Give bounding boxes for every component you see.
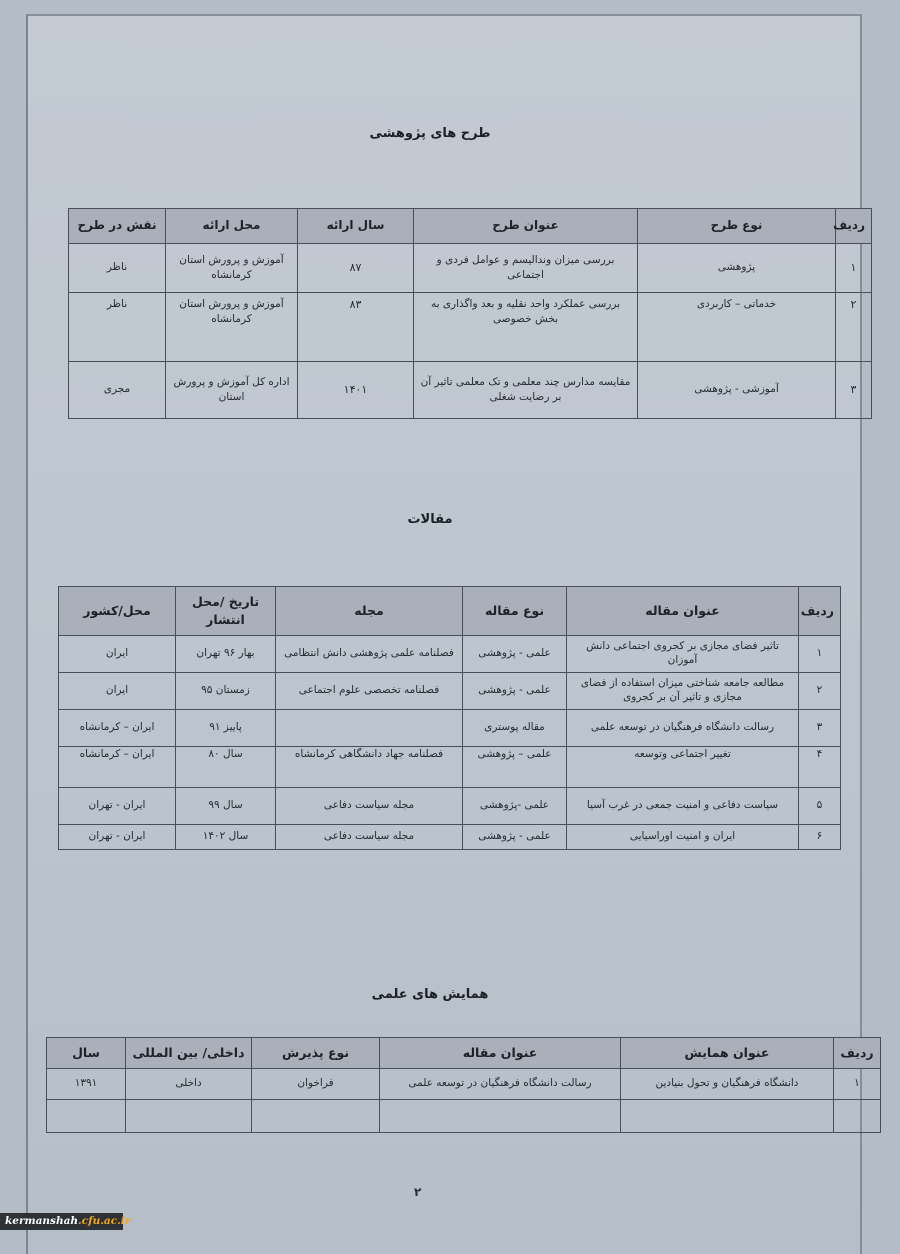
cell-article-type: علمی - پژوهشی [463, 636, 567, 673]
cell-journal: فصلنامه جهاد دانشگاهی کرمانشاه [276, 747, 463, 788]
cell-row-number: ۲ [836, 293, 872, 362]
conferences-title: همایش های علمی [371, 987, 489, 1002]
site-watermark [0, 1213, 131, 1230]
articles-title: مقالات [407, 512, 453, 527]
cell-publish-date: سال ۱۴۰۲ [176, 825, 276, 850]
cell-year: ۸۳ [298, 293, 414, 362]
page-number: ۲ [414, 1185, 422, 1199]
cell-project-type: پژوهشی [638, 244, 836, 293]
header-article-title: عنوان مقاله [380, 1038, 621, 1069]
cell-journal [276, 710, 463, 747]
research-projects-table [68, 208, 872, 419]
table-row [69, 293, 872, 362]
cell-country: ایران – کرمانشاه [59, 710, 176, 747]
cell-article-type: علمی - پژوهشی [463, 825, 567, 850]
watermark-domain-suffix: .cfu.ac.ir [78, 1215, 131, 1227]
cell-empty [834, 1100, 881, 1133]
table-header-row [69, 209, 872, 244]
table-row [59, 747, 841, 788]
table-row [59, 825, 841, 850]
header-row-number: ردیف [799, 587, 841, 636]
cell-row-number: ۱ [799, 636, 841, 673]
header-role: نقش در طرح [69, 209, 166, 244]
header-project-title: عنوان طرح [414, 209, 638, 244]
cell-article-type: علمی - پژوهشی [463, 673, 567, 710]
table-row [59, 788, 841, 825]
cell-country: ایران - تهران [59, 788, 176, 825]
table-row [59, 636, 841, 673]
table-row [59, 673, 841, 710]
cell-publish-date: پاییز ۹۱ [176, 710, 276, 747]
cell-row-number: ۳ [799, 710, 841, 747]
cell-publish-date: بهار ۹۶ تهران [176, 636, 276, 673]
table-header-row [59, 587, 841, 636]
cell-publish-date: سال ۹۹ [176, 788, 276, 825]
research-projects-title: طرح های پژوهشی [369, 126, 491, 141]
cell-country: ایران [59, 636, 176, 673]
cell-empty [126, 1100, 252, 1133]
header-acceptance-type: نوع پذیرش [252, 1038, 380, 1069]
cell-row-number: ۳ [836, 362, 872, 419]
cell-journal: مجله سیاست دفاعی [276, 788, 463, 825]
table-row-empty [47, 1100, 881, 1133]
cell-article-title: مطالعه جامعه شناختی میزان استفاده از فضای مجازی و تاثیر آن بر کجروی [567, 673, 799, 710]
cell-row-number: ۴ [799, 747, 841, 788]
cell-country: ایران – کرمانشاه [59, 747, 176, 788]
cell-acceptance-type: فراخوان [252, 1069, 380, 1100]
cell-place: آموزش و پرورش استان کرمانشاه [166, 244, 298, 293]
cell-conference-title: دانشگاه فرهنگیان و تحول بنیادین [621, 1069, 834, 1100]
cell-country: ایران - تهران [59, 825, 176, 850]
cell-article-title: تغییر اجتماعی وتوسعه [567, 747, 799, 788]
cell-publish-date: سال ۸۰ [176, 747, 276, 788]
header-row-number: ردیف [836, 209, 872, 244]
cell-article-title: ایران و امنیت اوراسیایی [567, 825, 799, 850]
table-row [59, 710, 841, 747]
table-header-row [47, 1038, 881, 1069]
cell-year: ۱۴۰۱ [298, 362, 414, 419]
cell-row-number: ۶ [799, 825, 841, 850]
header-year: سال ارائه [298, 209, 414, 244]
cell-article-title: رسالت دانشگاه فرهنگیان در توسعه علمی [380, 1069, 621, 1100]
cell-project-title: مقایسه مدارس چند معلمی و تک معلمی تاثیر آن بر رضایت شغلی [414, 362, 638, 419]
cell-empty [380, 1100, 621, 1133]
cell-empty [252, 1100, 380, 1133]
cell-project-type: آموزشی - پژوهشی [638, 362, 836, 419]
watermark-domain-prefix: kermanshah [5, 1215, 79, 1227]
articles-table [58, 586, 841, 850]
table-row [69, 244, 872, 293]
cell-country: ایران [59, 673, 176, 710]
conferences-table [46, 1037, 881, 1133]
header-country: محل/کشور [59, 587, 176, 636]
cell-journal: مجله سیاست دفاعی [276, 825, 463, 850]
cell-role: مجری [69, 362, 166, 419]
header-conference-title: عنوان همایش [621, 1038, 834, 1069]
cell-role: ناظر [69, 293, 166, 362]
cell-publish-date: زمستان ۹۵ [176, 673, 276, 710]
header-article-title: عنوان مقاله [567, 587, 799, 636]
cell-project-type: خدماتی – کاربردی [638, 293, 836, 362]
cell-empty [621, 1100, 834, 1133]
cell-row-number: ۲ [799, 673, 841, 710]
cell-year: ۸۷ [298, 244, 414, 293]
cell-place: اداره کل آموزش و پرورش استان [166, 362, 298, 419]
header-row-number: ردیف [834, 1038, 881, 1069]
cell-journal: فصلنامه علمی پژوهشی دانش انتظامی [276, 636, 463, 673]
cell-article-title: سیاست دفاعی و امنیت جمعی در غرب آسیا [567, 788, 799, 825]
header-year: سال [47, 1038, 126, 1069]
header-publish-date: تاریخ /محل انتشار [176, 587, 276, 636]
header-article-type: نوع مقاله [463, 587, 567, 636]
cell-row-number: ۱ [834, 1069, 881, 1100]
cell-empty [47, 1100, 126, 1133]
cell-project-title: بررسی میزان وندالیسم و عوامل فردی و اجتماعی [414, 244, 638, 293]
cell-journal: فصلنامه تخصصی علوم اجتماعی [276, 673, 463, 710]
header-journal: مجله [276, 587, 463, 636]
cell-article-type: مقاله پوستری [463, 710, 567, 747]
cell-project-title: بررسی عملکرد واحد نقلیه و بعد واگذاری به بخش خصوصی [414, 293, 638, 362]
cell-row-number: ۱ [836, 244, 872, 293]
table-row [69, 362, 872, 419]
cell-scope: داخلی [126, 1069, 252, 1100]
header-scope: داخلی/ بین المللی [126, 1038, 252, 1069]
cell-row-number: ۵ [799, 788, 841, 825]
cell-year: ۱۳۹۱ [47, 1069, 126, 1100]
header-place: محل ارائه [166, 209, 298, 244]
cell-article-type: علمی – پژوهشی [463, 747, 567, 788]
cell-article-type: علمی -پژوهشی [463, 788, 567, 825]
header-project-type: نوع طرح [638, 209, 836, 244]
cell-place: آموزش و پرورش استان کرمانشاه [166, 293, 298, 362]
cell-article-title: تاثیر فضای مجازی بر کجروی اجتماعی دانش آموزان [567, 636, 799, 673]
table-row [47, 1069, 881, 1100]
cell-article-title: رسالت دانشگاه فرهنگیان در توسعه علمی [567, 710, 799, 747]
cell-role: ناظر [69, 244, 166, 293]
